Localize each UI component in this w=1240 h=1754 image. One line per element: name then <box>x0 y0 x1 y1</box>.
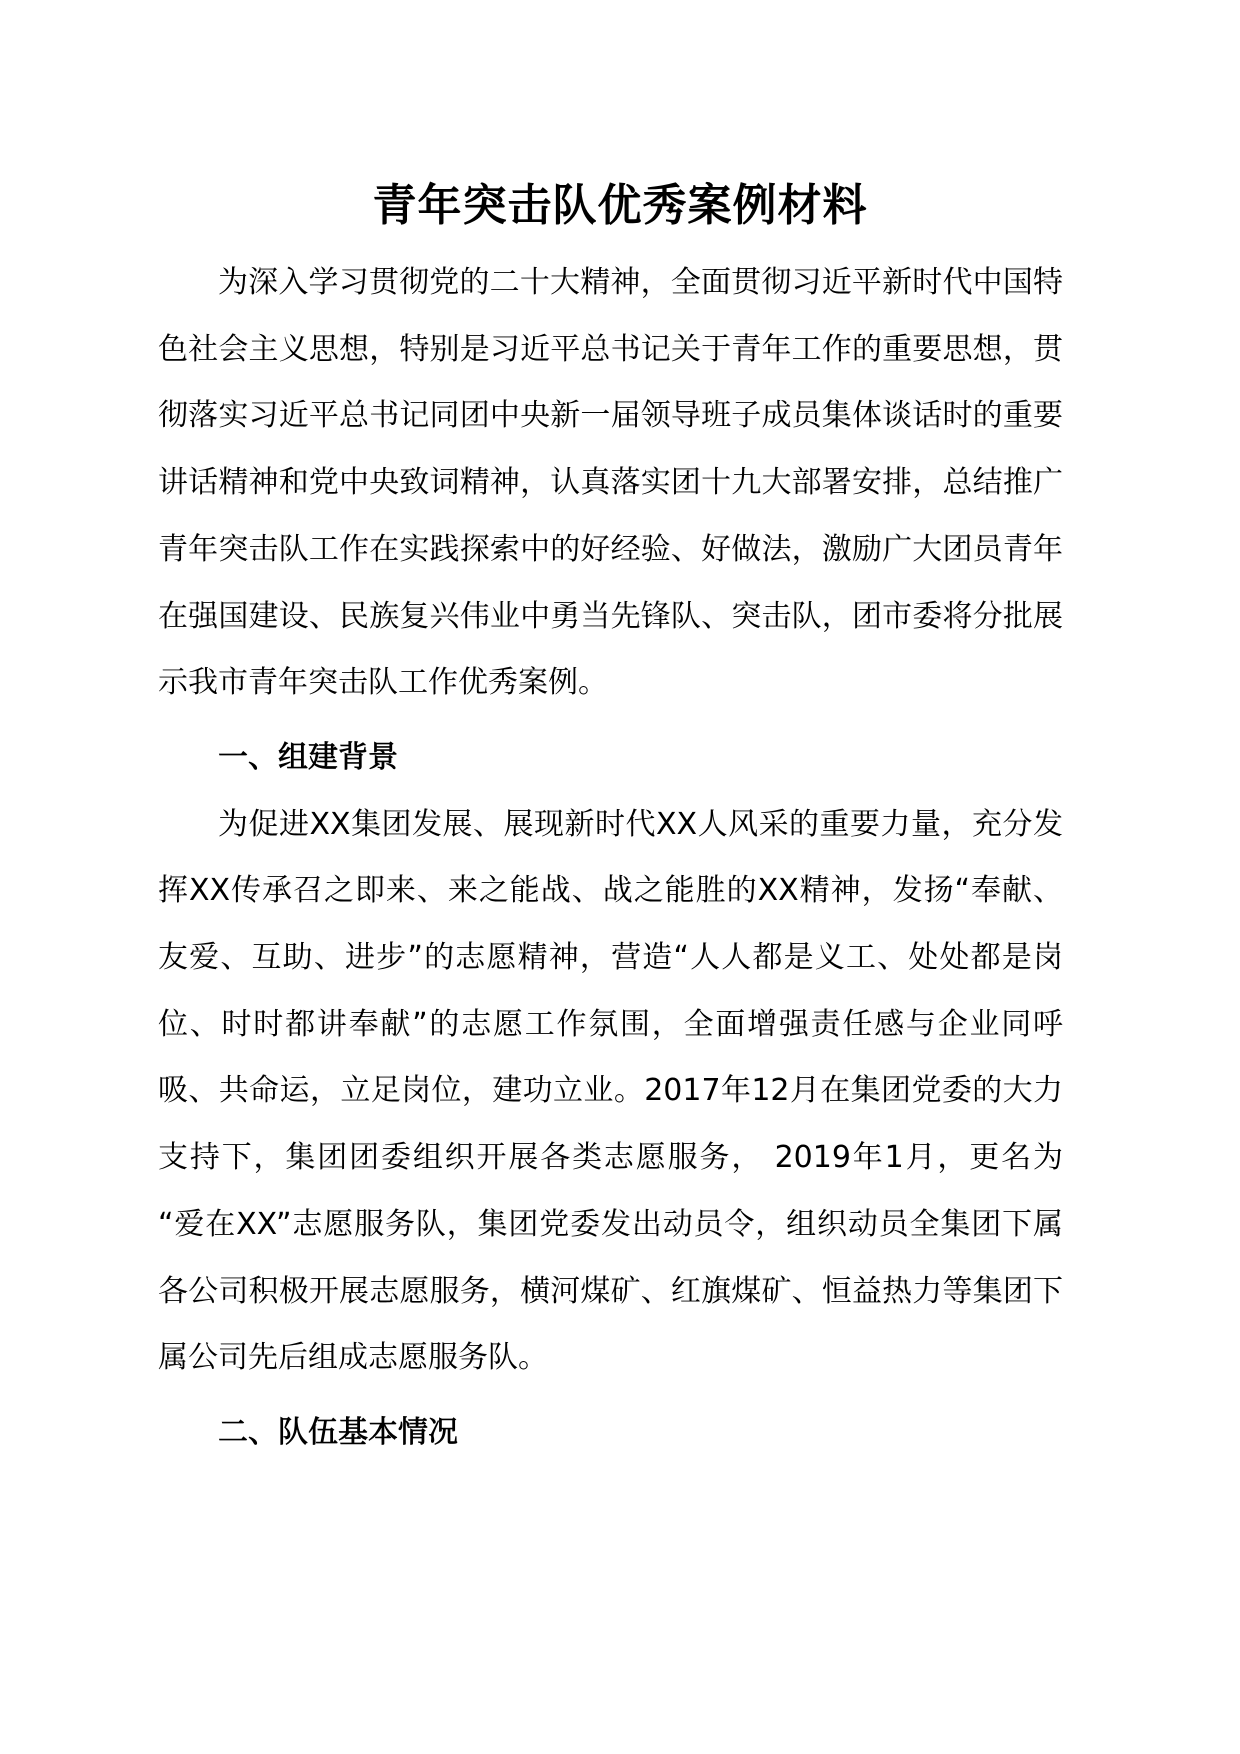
section-heading-team-overview: 二、队伍基本情况 <box>218 1414 458 1450</box>
document-body <box>158 250 1063 1467</box>
intro-paragraph: 为深入学习贯彻党的二十大精神，全面贯彻习近平新时代中国特色社会主义思想，特别是习近平总书记关于青年工作的重要思想，贯彻落实习近平总书记同团中央新一届领导班子成员集体谈话时的重要讲话精神和党中央致词精神，认真落实团十九大部署安排，总结推广青年突击队工作在实践探索中的好经验、好做法，激励广大团员青年在强国建设、民族复兴伟业中勇当先锋队、突击队，团市委将分批展示我市青年突击队工作优秀案例。 <box>158 265 1063 701</box>
paragraph-gap <box>158 1392 1063 1400</box>
paragraph-gap <box>158 717 1063 725</box>
document-title: 青年突击队优秀案例材料 <box>372 180 868 231</box>
background-paragraph: 为促进XX集团发展、展现新时代XX人风采的重要力量，充分发挥XX传承召之即来、来之能战、战之能胜的XX精神，发扬“奉献、友爱、互助、进步”的志愿精神，营造“人人都是义工、处处都是岗位、时时都讲奉献”的志愿工作氛围，全面增强责任感与企业同呼吸、共命运，立足岗位，建功立业。2017年12月在集团党委的大力支持下，集团团委组织开展各类志愿服务， 2019年1月，更名为 “爱在XX”志愿服务队，集团党委发出动员令，组织动员全集团下属各公司积极开展志愿服务，横河煤矿、红旗煤矿、恒益热力等集团下属公司先后组成志愿服务队。 <box>158 806 1063 1376</box>
section-heading-background: 一、组建背景 <box>218 739 398 775</box>
